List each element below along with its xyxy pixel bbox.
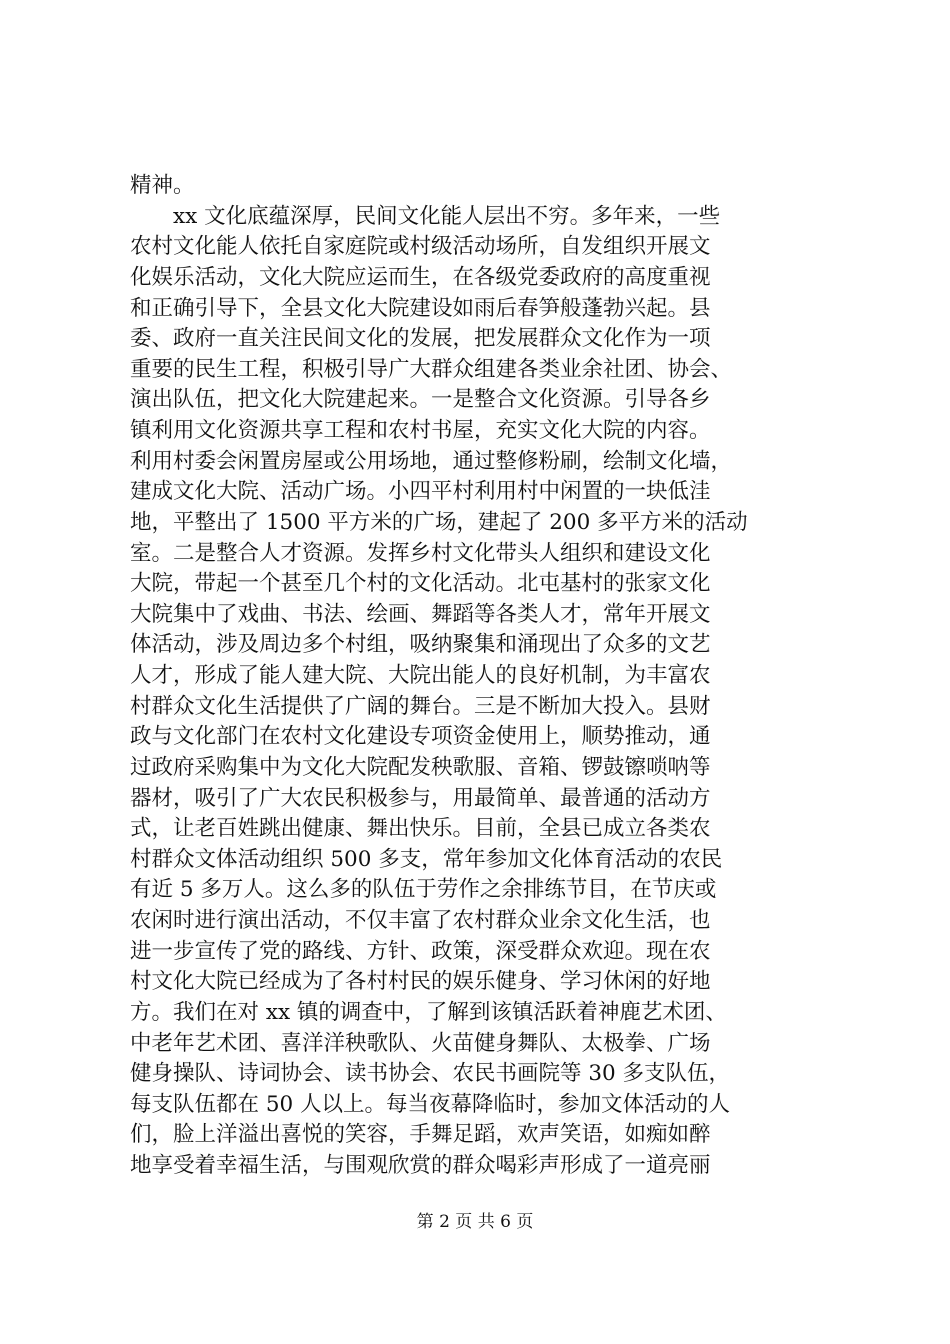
text-line: 过政府采购集中为文化大院配发秧歌服、音箱、锣鼓镲唢呐等 (130, 755, 711, 780)
text-line: 重要的民生工程，积极引导广大群众组建各类业余社团、协会、 (130, 357, 733, 382)
text-line: 室。二是整合人才资源。发挥乡村文化带头人组织和建设文化 (130, 541, 711, 566)
text-line: 每支队伍都在 50 人以上。每当夜幕降临时，参加文体活动的人 (130, 1092, 731, 1117)
text-line: 委、政府一直关注民间文化的发展，把发展群众文化作为一项 (130, 326, 711, 351)
text-line: 器材，吸引了广大农民积极参与，用最简单、最普通的活动方 (130, 786, 711, 811)
text-line: 中老年艺术团、喜洋洋秧歌队、火苗健身舞队、太极拳、广场 (130, 1031, 711, 1056)
text-line: 式，让老百姓跳出健康、舞出快乐。目前，全县已成立各类农 (130, 816, 711, 841)
text-line: 大院集中了戏曲、书法、绘画、舞蹈等各类人才，常年开展文 (130, 602, 711, 627)
text-line: 们，脸上洋溢出喜悦的笑容，手舞足蹈，欢声笑语，如痴如醉 (130, 1122, 711, 1147)
text-line: 地享受着幸福生活，与围观欣赏的群众喝彩声形成了一道亮丽 (130, 1153, 711, 1178)
text-line: 精神。 (130, 173, 195, 198)
text-line: xx 文化底蕴深厚，民间文化能人层出不穷。多年来，一些 (130, 204, 721, 229)
text-line: 镇利用文化资源共享工程和农村书屋，充实文化大院的内容。 (130, 418, 711, 443)
text-line: 和正确引导下，全县文化大院建设如雨后春笋般蓬勃兴起。县 (130, 296, 711, 321)
text-line: 化娱乐活动，文化大院应运而生，在各级党委政府的高度重视 (130, 265, 711, 290)
text-line: 方。我们在对 xx 镇的调查中，了解到该镇活跃着神鹿艺术团、 (130, 1000, 727, 1025)
text-line: 体活动，涉及周边多个村组，吸纳聚集和涌现出了众多的文艺 (130, 632, 711, 657)
text-line: 村群众文化生活提供了广阔的舞台。三是不断加大投入。县财 (130, 694, 711, 719)
text-line: 地，平整出了 1500 平方米的广场，建起了 200 多平方米的活动 (130, 510, 748, 535)
text-line: 大院，带起一个甚至几个村的文化活动。北屯基村的张家文化 (130, 571, 711, 596)
text-line: 村文化大院已经成为了各村村民的娱乐健身、学习休闲的好地 (130, 969, 711, 994)
text-line: 村群众文体活动组织 500 多支，常年参加文化体育活动的农民 (130, 847, 723, 872)
text-line: 有近 5 多万人。这么多的队伍于劳作之余排练节目，在节庆或 (130, 877, 717, 902)
text-line: 农闲时进行演出活动，不仅丰富了农村群众业余文化生活，也 (130, 908, 711, 933)
page-footer: 第 2 页 共 6 页 (416, 1212, 534, 1232)
text-line: 农村文化能人依托自家庭院或村级活动场所，自发组织开展文 (130, 234, 711, 259)
text-line: 利用村委会闲置房屋或公用场地，通过整修粉刷，绘制文化墙， (130, 449, 733, 474)
text-line: 建成文化大院、活动广场。小四平村利用村中闲置的一块低洼 (130, 479, 711, 504)
text-line: 健身操队、诗词协会、读书协会、农民书画院等 30 多支队伍， (130, 1061, 731, 1086)
text-line: 政与文化部门在农村文化建设专项资金使用上，顺势推动，通 (130, 724, 711, 749)
text-line: 进一步宣传了党的路线、方针、政策，深受群众欢迎。现在农 (130, 939, 711, 964)
text-line: 演出队伍，把文化大院建起来。一是整合文化资源。引导各乡 (130, 387, 711, 412)
text-line: 人才，形成了能人建大院、大院出能人的良好机制，为丰富农 (130, 663, 711, 688)
